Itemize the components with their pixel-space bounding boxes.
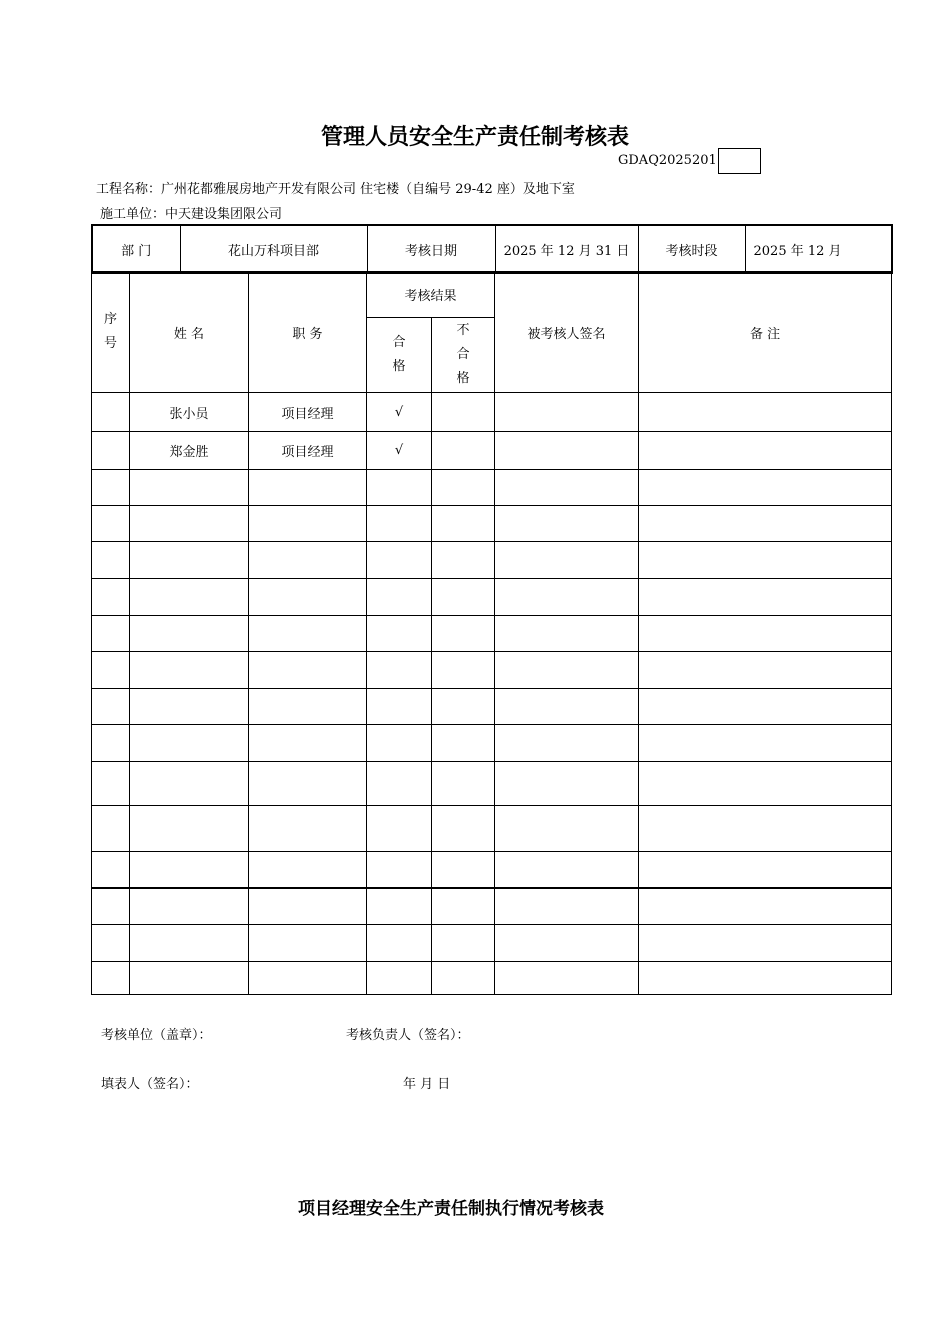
cell-pass[interactable] — [367, 852, 432, 888]
cell-seq[interactable] — [92, 725, 130, 762]
cell-remark[interactable] — [639, 432, 892, 470]
cell-fail[interactable] — [432, 432, 495, 470]
cell-seq[interactable] — [92, 962, 130, 995]
period-label: 考核时段 — [638, 225, 745, 273]
period-value[interactable]: 2025 年 12 月 — [745, 225, 892, 273]
cell-name[interactable]: 张小员 — [130, 393, 249, 432]
table-row — [92, 888, 892, 925]
form-filler-label: 填表人（签名）： — [101, 1077, 199, 1092]
next-form-title: 项目经理安全生产责任制执行情况考核表 — [298, 1199, 604, 1219]
cell-seq[interactable] — [92, 852, 130, 888]
cell-name[interactable] — [130, 888, 249, 925]
cell-name[interactable] — [130, 689, 249, 725]
cell-position[interactable] — [249, 652, 367, 689]
cell-fail[interactable] — [432, 579, 495, 616]
dept-value[interactable]: 花山万科项目部 — [180, 225, 367, 273]
table-row — [92, 616, 892, 652]
cell-position[interactable] — [249, 689, 367, 725]
cell-fail[interactable] — [432, 393, 495, 432]
cell-fail[interactable] — [432, 806, 495, 852]
table-row — [92, 725, 892, 762]
col-seq-header: 序 号 — [92, 272, 130, 393]
cell-remark[interactable] — [639, 506, 892, 542]
cell-position[interactable]: 项目经理 — [249, 393, 367, 432]
cell-seq[interactable] — [92, 616, 130, 652]
cell-seq[interactable] — [92, 432, 130, 470]
table-row — [92, 852, 892, 888]
cell-name[interactable] — [130, 925, 249, 962]
cell-fail[interactable] — [432, 542, 495, 579]
cell-pass[interactable] — [367, 616, 432, 652]
col-pass-header: 合 格 — [367, 318, 432, 393]
cell-signature[interactable] — [495, 806, 639, 852]
project-name: 工程名称：广州花都雅展房地产开发有限公司 住宅楼（自编号 29-42 座）及地下室 — [96, 182, 575, 197]
cell-position[interactable] — [249, 962, 367, 995]
cell-position[interactable]: 项目经理 — [249, 432, 367, 470]
table-row — [92, 762, 892, 806]
cell-pass[interactable] — [367, 579, 432, 616]
cell-fail[interactable] — [432, 725, 495, 762]
cell-seq[interactable] — [92, 806, 130, 852]
cell-name[interactable] — [130, 579, 249, 616]
cell-remark[interactable] — [639, 689, 892, 725]
form-code: GDAQ2025201 — [618, 153, 717, 168]
cell-seq[interactable] — [92, 470, 130, 506]
cell-remark[interactable] — [639, 579, 892, 616]
cell-name[interactable]: 郑金胜 — [130, 432, 249, 470]
cell-seq[interactable] — [92, 762, 130, 806]
cell-remark[interactable] — [639, 542, 892, 579]
cell-position[interactable] — [249, 852, 367, 888]
cell-position[interactable] — [249, 888, 367, 925]
cell-pass[interactable] — [367, 506, 432, 542]
cell-fail[interactable] — [432, 925, 495, 962]
table-row — [92, 542, 892, 579]
assessment-leader-label: 考核负责人（签名）： — [346, 1028, 470, 1043]
cell-remark[interactable] — [639, 470, 892, 506]
cell-name[interactable] — [130, 506, 249, 542]
col-remark-header: 备 注 — [639, 272, 892, 393]
cell-name[interactable] — [130, 852, 249, 888]
cell-signature[interactable] — [495, 652, 639, 689]
col-signature-header: 被考核人签名 — [495, 272, 639, 393]
cell-pass[interactable] — [367, 806, 432, 852]
cell-remark[interactable] — [639, 762, 892, 806]
cell-pass[interactable] — [367, 925, 432, 962]
table-row — [92, 393, 892, 432]
cell-remark[interactable] — [639, 806, 892, 852]
cell-signature[interactable] — [495, 852, 639, 888]
cell-signature[interactable] — [495, 725, 639, 762]
cell-position[interactable] — [249, 542, 367, 579]
cell-signature[interactable] — [495, 506, 639, 542]
cell-signature[interactable] — [495, 616, 639, 652]
cell-seq[interactable] — [92, 579, 130, 616]
table-row — [92, 652, 892, 689]
cell-remark[interactable] — [639, 725, 892, 762]
cell-signature[interactable] — [495, 432, 639, 470]
cell-pass[interactable]: √ — [367, 432, 432, 470]
cell-seq[interactable] — [92, 689, 130, 725]
table-row — [92, 806, 892, 852]
cell-remark[interactable] — [639, 852, 892, 888]
col-result-header: 考核结果 — [367, 272, 495, 318]
table-row — [92, 962, 892, 995]
cell-seq[interactable] — [92, 542, 130, 579]
cell-remark[interactable] — [639, 925, 892, 962]
cell-signature[interactable] — [495, 542, 639, 579]
col-position-header: 职 务 — [249, 272, 367, 393]
cell-name[interactable] — [130, 725, 249, 762]
cell-seq[interactable] — [92, 652, 130, 689]
table-row — [92, 432, 892, 470]
cell-position[interactable] — [249, 725, 367, 762]
table-row — [92, 925, 892, 962]
cell-pass[interactable] — [367, 542, 432, 579]
cell-signature[interactable] — [495, 689, 639, 725]
cell-pass[interactable] — [367, 962, 432, 995]
cell-fail[interactable] — [432, 852, 495, 888]
cell-remark[interactable] — [639, 616, 892, 652]
col-name-header: 姓 名 — [130, 272, 249, 393]
cell-fail[interactable] — [432, 962, 495, 995]
cell-seq[interactable] — [92, 393, 130, 432]
cell-fail[interactable] — [432, 689, 495, 725]
cell-remark[interactable] — [639, 393, 892, 432]
date-value[interactable]: 2025 年 12 月 31 日 — [495, 225, 638, 273]
table-row — [92, 579, 892, 616]
form-number-box[interactable] — [718, 148, 761, 174]
date-label: 考核日期 — [367, 225, 495, 273]
cell-pass[interactable] — [367, 470, 432, 506]
cell-seq[interactable] — [92, 925, 130, 962]
cell-signature[interactable] — [495, 393, 639, 432]
cell-signature[interactable] — [495, 925, 639, 962]
cell-name[interactable] — [130, 616, 249, 652]
cell-name[interactable] — [130, 652, 249, 689]
cell-remark[interactable] — [639, 962, 892, 995]
cell-pass[interactable] — [367, 888, 432, 925]
table-row — [92, 470, 892, 506]
page-title: 管理人员安全生产责任制考核表 — [320, 125, 629, 150]
cell-fail[interactable] — [432, 652, 495, 689]
cell-position[interactable] — [249, 925, 367, 962]
table-row — [92, 506, 892, 542]
cell-pass[interactable] — [367, 725, 432, 762]
cell-remark[interactable] — [639, 652, 892, 689]
cell-fail[interactable] — [432, 616, 495, 652]
cell-pass[interactable] — [367, 762, 432, 806]
cell-seq[interactable] — [92, 506, 130, 542]
assessing-unit-label: 考核单位（盖章）： — [101, 1028, 212, 1043]
cell-name[interactable] — [130, 542, 249, 579]
cell-signature[interactable] — [495, 762, 639, 806]
cell-signature[interactable] — [495, 962, 639, 995]
cell-pass[interactable] — [367, 652, 432, 689]
cell-position[interactable] — [249, 506, 367, 542]
cell-position[interactable] — [249, 579, 367, 616]
dept-label: 部 门 — [92, 225, 180, 273]
assessment-table — [91, 271, 892, 995]
cell-fail[interactable] — [432, 506, 495, 542]
cell-position[interactable] — [249, 806, 367, 852]
contractor-name: 施工单位：中天建设集团限公司 — [100, 207, 283, 222]
cell-pass[interactable]: √ — [367, 393, 432, 432]
cell-remark[interactable] — [639, 888, 892, 925]
cell-signature[interactable] — [495, 470, 639, 506]
cell-pass[interactable] — [367, 689, 432, 725]
cell-position[interactable] — [249, 762, 367, 806]
col-fail-header: 不 合 格 — [432, 318, 495, 393]
table-row — [92, 689, 892, 725]
cell-name[interactable] — [130, 806, 249, 852]
cell-signature[interactable] — [495, 579, 639, 616]
cell-signature[interactable] — [495, 888, 639, 925]
cell-fail[interactable] — [432, 888, 495, 925]
header-table — [91, 224, 893, 274]
cell-position[interactable] — [249, 470, 367, 506]
cell-position[interactable] — [249, 616, 367, 652]
cell-name[interactable] — [130, 962, 249, 995]
cell-fail[interactable] — [432, 470, 495, 506]
cell-name[interactable] — [130, 470, 249, 506]
cell-name[interactable] — [130, 762, 249, 806]
sign-date-label: 年 月 日 — [403, 1077, 451, 1092]
cell-fail[interactable] — [432, 762, 495, 806]
cell-seq[interactable] — [92, 888, 130, 925]
